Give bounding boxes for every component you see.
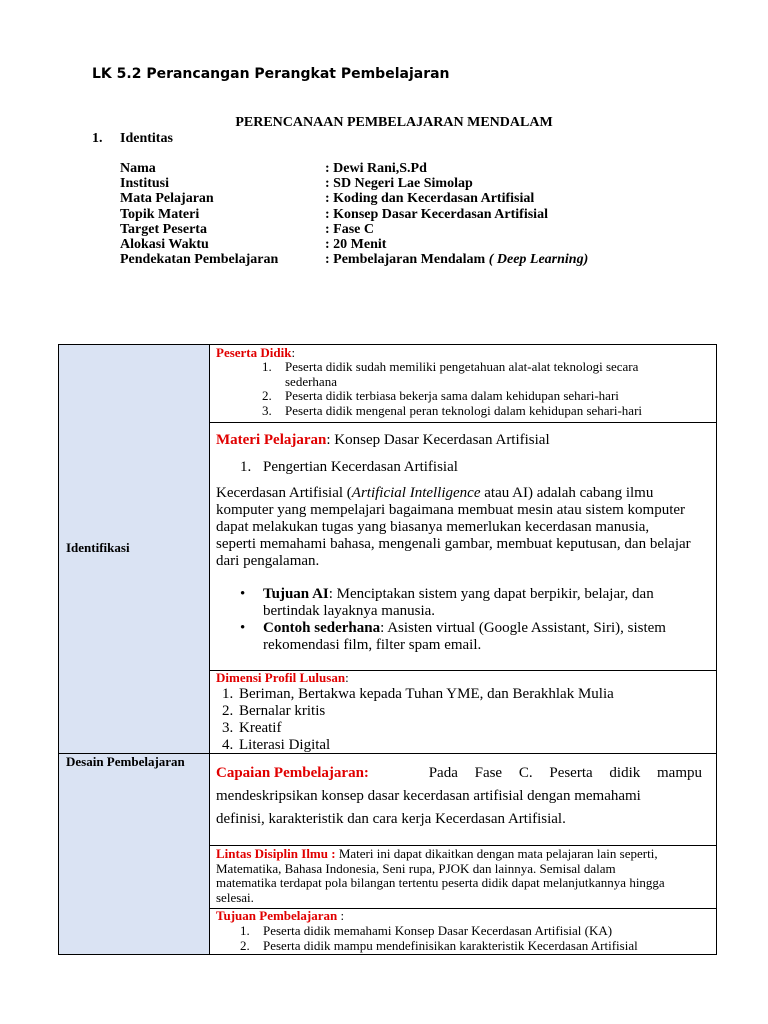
identitas-key: Institusi	[120, 176, 170, 192]
bullet-item	[210, 586, 716, 620]
dimensi-list	[210, 686, 716, 754]
list-number: 2.	[240, 937, 250, 953]
cell-peserta-didik	[210, 345, 716, 423]
list-text: Peserta didik terbiasa bekerja sama dalam kehidupan sehari-hari	[285, 388, 619, 403]
plan-table	[58, 344, 717, 955]
identitas-row-mapel	[120, 191, 588, 206]
lintas-line: selesai.	[216, 889, 254, 905]
label-desain: Desain Pembelajaran	[66, 754, 185, 769]
list-item	[210, 720, 716, 737]
bullet-line: : Menciptakan sistem yang dapat berpikir, belajar, dan	[328, 586, 654, 602]
materi-title: Materi Pelajaran	[216, 432, 327, 448]
identitas-number: 1.	[92, 131, 103, 146]
materi-topic: Konsep Dasar Kecerdasan Artifisial	[330, 432, 550, 448]
identitas-row-nama	[120, 161, 588, 176]
cell-tujuan	[210, 909, 716, 956]
materi-paragraph	[216, 485, 691, 570]
tujuan-heading	[216, 909, 344, 924]
materi-bullets	[210, 586, 716, 654]
lintas-line: Matematika, Bahasa Indonesia, Seni rupa, PJOK dan lainnya. Semisal dalam	[216, 860, 616, 876]
list-number: 3.	[262, 402, 272, 418]
list-text: Peserta didik sudah memiliki pengetahuan alat-alat teknologi secara	[285, 359, 639, 374]
identitas-key: Target Peserta	[120, 221, 207, 237]
materi-colon: :	[326, 432, 331, 448]
list-number: 3.	[222, 720, 234, 736]
identitas-row-institusi	[120, 176, 588, 191]
identitas-value: : Koding dan Kecerdasan Artifisial	[325, 191, 535, 207]
identitas-list	[120, 161, 588, 267]
dimensi-title: Dimensi Profil Lulusan	[216, 670, 346, 685]
label-identifikasi: Identifikasi	[66, 540, 130, 555]
list-text: Literasi Digital	[239, 737, 331, 753]
peserta-didik-list	[210, 360, 716, 418]
label-column	[58, 344, 210, 955]
list-number: 2.	[222, 703, 234, 719]
identitas-row-pendekatan	[120, 252, 588, 267]
list-item	[210, 703, 716, 720]
identitas-key: Nama	[120, 161, 156, 176]
para-italic: Artificial Intelligence	[351, 485, 481, 501]
list-text: Peserta didik memahami Konsep Dasar Kecerdasan Artifisial (KA)	[263, 923, 613, 938]
list-number: 1.	[240, 923, 250, 938]
peserta-didik-colon: :	[291, 345, 296, 360]
list-text: Bernalar kritis	[239, 703, 326, 719]
list-item	[210, 737, 716, 754]
bullet-dot-icon: •	[240, 586, 246, 602]
bullet-dot-icon: •	[240, 620, 246, 636]
list-text: Peserta didik mampu mendefinisikan karakteristik Kecerdasan Artifisial	[263, 937, 638, 953]
materi-sub-number: 1.	[240, 459, 252, 475]
section-title: PERENCANAAN PEMBELAJARAN MENDALAM	[235, 115, 553, 130]
bullet-item	[210, 620, 716, 654]
cell-dimensi	[210, 671, 716, 754]
tujuan-title: Tujuan Pembelajaran	[216, 908, 338, 923]
identitas-value: : Fase C	[325, 221, 374, 237]
identitas-value: : 20 Menit	[325, 236, 387, 252]
list-number: 2.	[262, 388, 272, 403]
dimensi-heading	[216, 671, 349, 686]
lintas-line	[216, 847, 665, 862]
list-number: 1.	[222, 686, 234, 702]
bullet-text	[263, 586, 654, 603]
tujuan-list	[210, 924, 716, 953]
dimensi-colon: :	[345, 670, 349, 685]
identitas-row-target	[120, 222, 588, 237]
lintas-block	[216, 847, 665, 905]
peserta-didik-heading	[216, 346, 295, 361]
identitas-value-main: : Pembelajaran Mendalam	[325, 252, 486, 268]
list-text: Peserta didik mengenal peran teknologi dalam kehidupan sehari-hari	[285, 402, 643, 418]
list-number: 1.	[262, 359, 272, 374]
identitas-value: : SD Negeri Lae Simolap	[325, 176, 473, 192]
paragraph-line: seperti memahami bahasa, mengenali gambar, membuat keputusan, dan belajar	[216, 536, 691, 552]
lintas-text: Materi ini dapat dikaitkan dengan mata pelajaran lain seperti,	[335, 846, 658, 861]
identitas-key: Mata Pelajaran	[120, 191, 214, 207]
list-number: 4.	[222, 737, 234, 753]
capaian-block	[216, 762, 702, 831]
cell-materi	[210, 423, 716, 671]
identitas-value: : Dewi Rani,S.Pd	[325, 161, 427, 176]
peserta-didik-title: Peserta Didik	[216, 345, 292, 360]
identitas-value	[325, 252, 588, 267]
paragraph-line: komputer yang mempelajari bagaimana membuat mesin atau sistem komputer	[216, 502, 686, 518]
identitas-heading	[92, 131, 173, 147]
list-item	[210, 686, 716, 703]
para-text: atau AI) adalah cabang ilmu	[480, 485, 654, 501]
list-text: Kreatif	[239, 720, 282, 736]
list-text-cont: sederhana	[285, 373, 337, 389]
materi-heading	[216, 432, 550, 449]
bullet-bold: Tujuan AI	[263, 586, 329, 602]
capaian-line	[216, 762, 702, 785]
capaian-line: mendeskripsikan konsep dasar kecerdasan artifisial dengan memahami	[216, 788, 641, 804]
identitas-value-italic: ( Deep Learning)	[488, 252, 589, 268]
bullet-line-cont: rekomendasi film, filter spam email.	[263, 637, 482, 653]
identitas-label: Identitas	[120, 131, 173, 146]
capaian-title: Capaian Pembelajaran:	[216, 765, 369, 781]
identitas-key: Alokasi Waktu	[120, 236, 209, 252]
paragraph-line: dapat melakukan tugas yang biasanya memerlukan kecerdasan manusia,	[216, 519, 650, 535]
para-text: Kecerdasan Artifisial (	[216, 485, 352, 501]
paragraph-line: dari pengalaman.	[216, 553, 320, 569]
list-text: Beriman, Bertakwa kepada Tuhan YME, dan Berakhlak Mulia	[239, 686, 614, 702]
capaian-line: definisi, karakteristik dan cara kerja Kecerdasan Artifisial.	[216, 811, 566, 827]
list-item	[210, 939, 716, 954]
content-column	[210, 344, 717, 955]
identitas-value: : Konsep Dasar Kecerdasan Artifisial	[325, 206, 548, 222]
tujuan-colon: :	[337, 908, 345, 923]
document-title: LK 5.2 Perancangan Perangkat Pembelajaran	[92, 66, 450, 82]
list-item	[210, 924, 716, 939]
bullet-bold: Contoh sederhana	[263, 620, 381, 636]
list-item	[210, 389, 716, 404]
identitas-key: Pendekatan Pembelajaran	[120, 252, 279, 268]
lintas-line: matematika terdapat pola bilangan tertentu peserta didik dapat melanjutkannya hingga	[216, 875, 665, 890]
paragraph-line	[216, 485, 691, 502]
list-item	[210, 360, 716, 389]
cell-lintas	[210, 846, 716, 909]
identitas-key: Topik Materi	[120, 206, 200, 222]
capaian-text: Pada Fase C. Peserta didik mampu	[428, 765, 702, 781]
identitas-row-topik	[120, 207, 588, 222]
list-item	[210, 404, 716, 419]
cell-capaian	[210, 754, 716, 846]
bullet-text	[263, 620, 666, 637]
identitas-row-alokasi	[120, 237, 588, 252]
bullet-line-cont: bertindak layaknya manusia.	[263, 603, 436, 619]
materi-sub-item: Pengertian Kecerdasan Artifisial	[263, 459, 458, 475]
bullet-line: : Asisten virtual (Google Assistant, Siri), sistem	[380, 620, 666, 636]
lintas-title: Lintas Disiplin Ilmu :	[216, 846, 336, 861]
